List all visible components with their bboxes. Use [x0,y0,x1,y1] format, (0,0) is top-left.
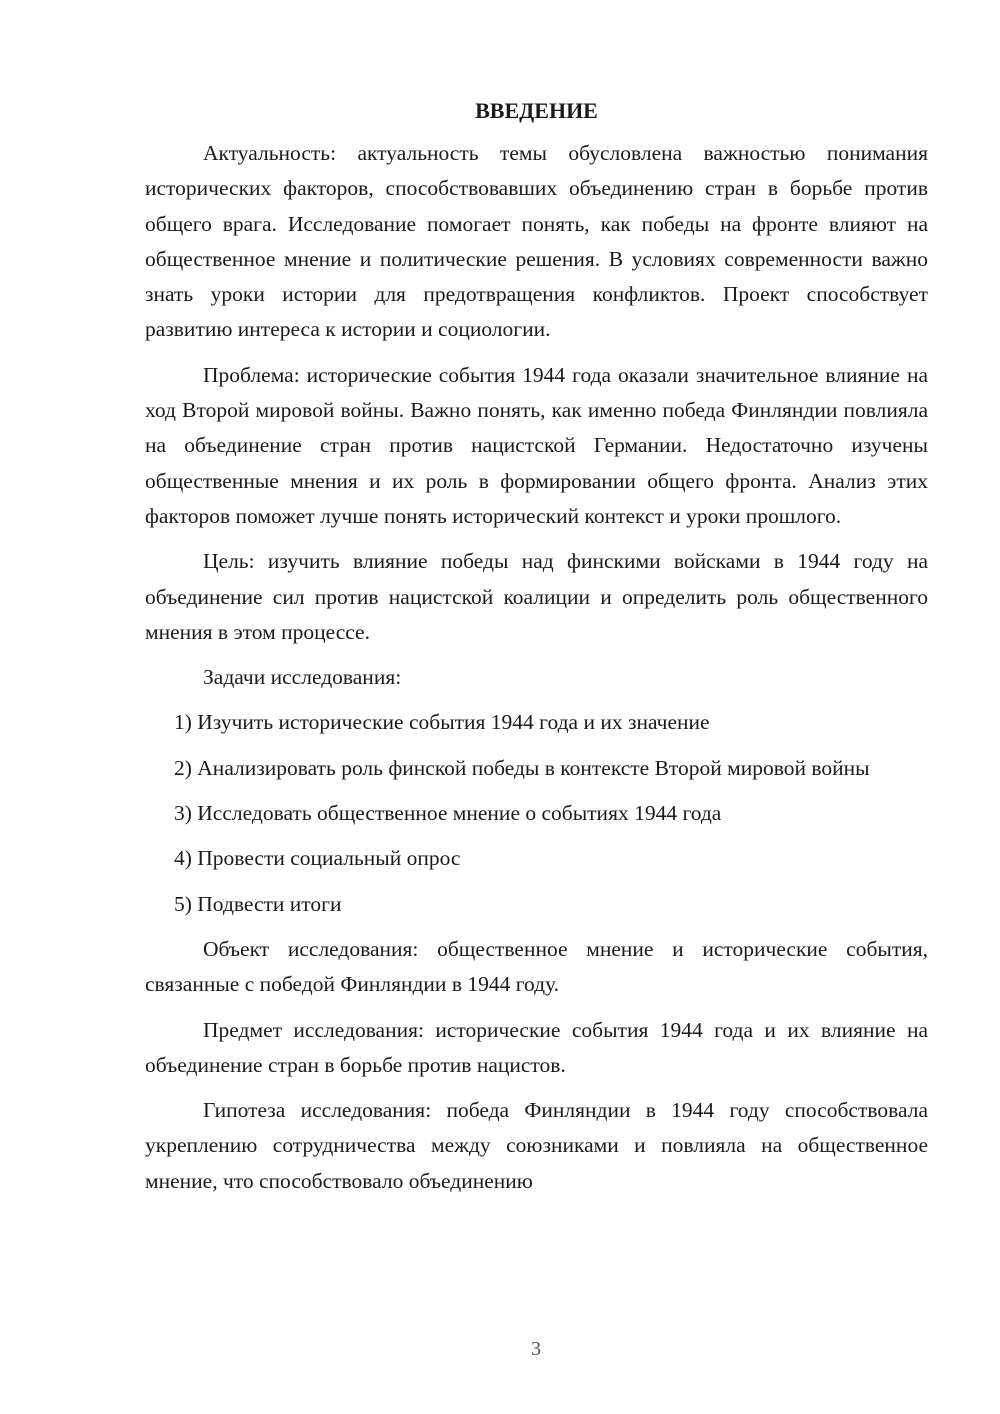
paragraph-problem: Проблема: исторические события 1944 года оказали значительное влияние на ход Второй мировой войны. Важно понять, как именно победа Финляндии повлияла на объединение стран против нацистской Германии. Недостаточно изучены общественные мнения и их роль в формировании общего фронта. Анализ этих факторов поможет лучше понять исторический контекст и уроки прошлого. [145,362,928,528]
paragraph-goal: Цель: изучить влияние победы над финскими войсками в 1944 году на объединение сил против нацистской коалиции и определить роль общественного мнения в этом процессе. [145,549,928,644]
task-item-5: 5) Подвести итоги [174,891,342,916]
task-item-2: 2) Анализировать роль финской победы в контексте Второй мировой войны [174,755,870,780]
page-content [145,96,928,1209]
paragraph-object: Объект исследования: общественное мнение и исторические события, связанные с победой Финляндии в 1944 году. [145,936,928,997]
page-number: 3 [531,1338,541,1360]
paragraph-hypothesis: Гипотеза исследования: победа Финляндии в 1944 году способствовала укреплению сотрудничества между союзниками и повлияла на общественное мнение, что способствовало объединению [145,1098,928,1193]
paragraph-tasks-intro: Задачи исследования: [203,665,402,690]
task-item-4: 4) Провести социальный опрос [174,846,461,871]
task-item-1: 1) Изучить исторические события 1944 года и их значение [174,710,710,735]
paragraph-relevance: Актуальность: актуальность темы обусловлена важностью понимания исторических факторов, способствовавших объединению стран в борьбе против общего врага. Исследование помогает понять, как победы на фронте влияют на общественное мнение и политические решения. В условиях современности важно знать уроки истории для предотвращения конфликтов. Проект способствует развитию интереса к истории и социологии. [145,141,928,342]
task-item-3: 3) Исследовать общественное мнение о событиях 1944 года [174,801,722,826]
paragraph-subject: Предмет исследования: исторические события 1944 года и их влияние на объединение стран в борьбе против нацистов. [145,1017,928,1077]
section-heading: ВВЕДЕНИЕ [475,98,598,123]
